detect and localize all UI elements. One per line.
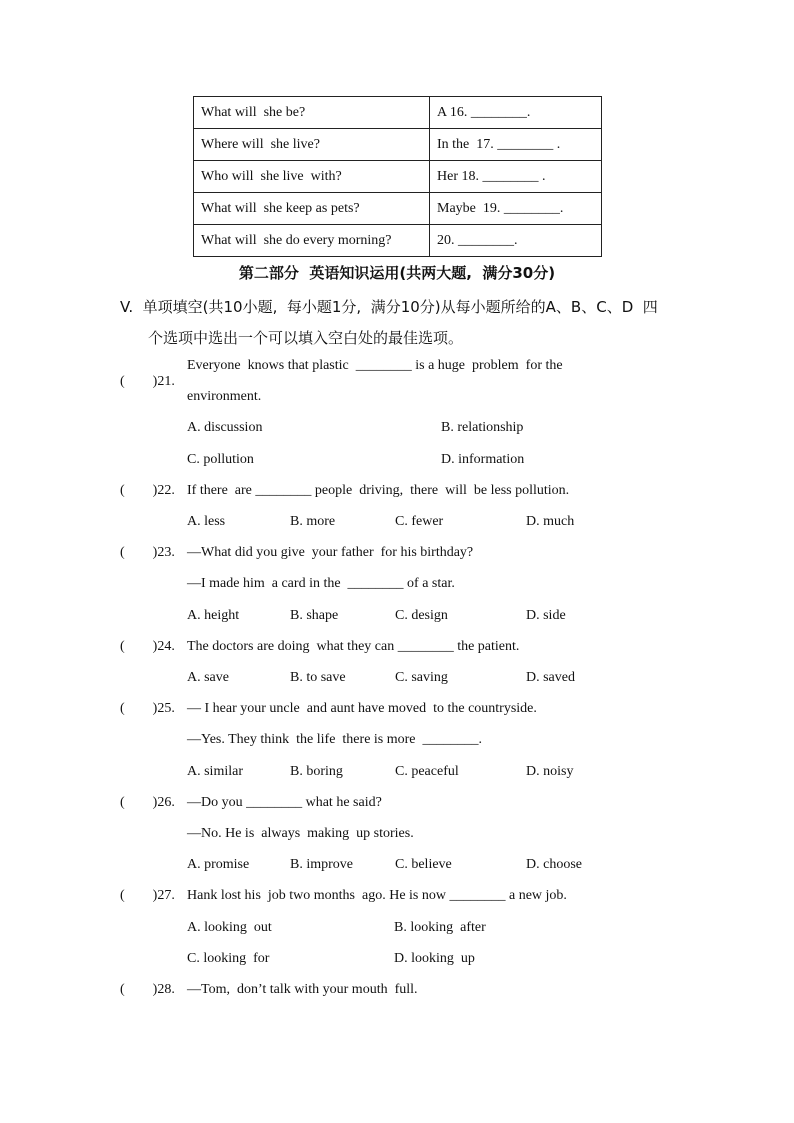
table-row xyxy=(194,129,602,161)
option-c: C. fewer xyxy=(395,514,444,529)
question-stem: —Tom, don’t talk with your mouth full. xyxy=(187,982,418,997)
question-stem: —Do you ________ what he said? xyxy=(187,795,382,810)
option-a: A. looking out xyxy=(187,920,272,935)
instruction-line: V. 单项填空(共10小题, 每小题1分, 满分10分)从每小题所给的A、B、C、D 四 xyxy=(120,298,658,316)
option-c: C. looking for xyxy=(187,951,270,966)
option-c: C. design xyxy=(395,608,448,623)
answer-blank: ( )21. xyxy=(120,374,175,389)
table-cell-question: What will she do every morning? xyxy=(194,225,430,257)
answer-blank: ( )26. xyxy=(120,795,175,810)
question-stem-cont: environment. xyxy=(187,389,262,404)
question-stem: The doctors are doing what they can ________ the patient. xyxy=(187,639,520,654)
option-c: C. pollution xyxy=(187,452,254,467)
answer-blank: ( )22. xyxy=(120,483,175,498)
table-cell-answer: Her 18. ________ . xyxy=(430,161,602,193)
question-21 xyxy=(0,358,175,390)
option-c: C. peaceful xyxy=(395,764,459,779)
option-d: D. looking up xyxy=(394,951,475,966)
answer-blank: ( )25. xyxy=(120,701,175,716)
option-a: A. similar xyxy=(187,764,243,779)
question-stem: Hank lost his job two months ago. He is now ________ a new job. xyxy=(187,888,567,903)
table-cell-question: What will she keep as pets? xyxy=(194,193,430,225)
option-b: B. more xyxy=(290,514,336,529)
option-c: C. saving xyxy=(395,670,448,685)
table-cell-question: What will she be? xyxy=(194,97,430,129)
option-a: A. less xyxy=(187,514,226,529)
table-cell-answer: 20. ________. xyxy=(430,225,602,257)
table-row xyxy=(194,193,602,225)
info-table xyxy=(193,96,602,257)
option-d: D. much xyxy=(526,514,575,529)
option-b: B. boring xyxy=(290,764,343,779)
option-a: A. discussion xyxy=(187,420,263,435)
table-cell-question: Where will she live? xyxy=(194,129,430,161)
table-row xyxy=(194,161,602,193)
option-b: B. to save xyxy=(290,670,346,685)
option-d: D. information xyxy=(441,452,525,467)
option-d: D. side xyxy=(526,608,566,623)
question-stem: If there are ________ people driving, there will be less pollution. xyxy=(187,483,570,498)
option-b: B. shape xyxy=(290,608,339,623)
option-a: A. promise xyxy=(187,857,250,872)
table-cell-question: Who will she live with? xyxy=(194,161,430,193)
section-title: 第二部分 英语知识运用(共两大题, 满分30分) xyxy=(238,264,556,282)
option-d: D. choose xyxy=(526,857,582,872)
option-d: D. noisy xyxy=(526,764,574,779)
option-a: A. height xyxy=(187,608,240,623)
option-b: B. relationship xyxy=(441,420,524,435)
table-cell-answer: A 16. ________. xyxy=(430,97,602,129)
option-b: B. improve xyxy=(290,857,353,872)
answer-blank: ( )24. xyxy=(120,639,175,654)
option-a: A. save xyxy=(187,670,229,685)
question-stem: —What did you give your father for his birthday? xyxy=(187,545,474,560)
section-instructions xyxy=(120,292,680,354)
answer-blank: ( )23. xyxy=(120,545,175,560)
option-d: D. saved xyxy=(526,670,575,685)
option-c: C. believe xyxy=(395,857,452,872)
table-cell-answer: Maybe 19. ________. xyxy=(430,193,602,225)
question-stem: Everyone knows that plastic ________ is a huge problem for the xyxy=(187,358,563,373)
question-stem-cont: —Yes. They think the life there is more ________. xyxy=(187,732,483,747)
answer-blank: ( )28. xyxy=(120,982,175,997)
question-stem: — I hear your uncle and aunt have moved to the countryside. xyxy=(187,701,537,716)
instruction-line: 个选项中选出一个可以填入空白处的最佳选项。 xyxy=(148,329,464,347)
table-row xyxy=(194,225,602,257)
question-stem-cont: —I made him a card in the ________ of a star. xyxy=(187,576,455,591)
question-stem-cont: —No. He is always making up stories. xyxy=(187,826,414,841)
table-row xyxy=(194,97,602,129)
option-b: B. looking after xyxy=(394,920,486,935)
table-cell-answer: In the 17. ________ . xyxy=(430,129,602,161)
answer-blank: ( )27. xyxy=(120,888,175,903)
